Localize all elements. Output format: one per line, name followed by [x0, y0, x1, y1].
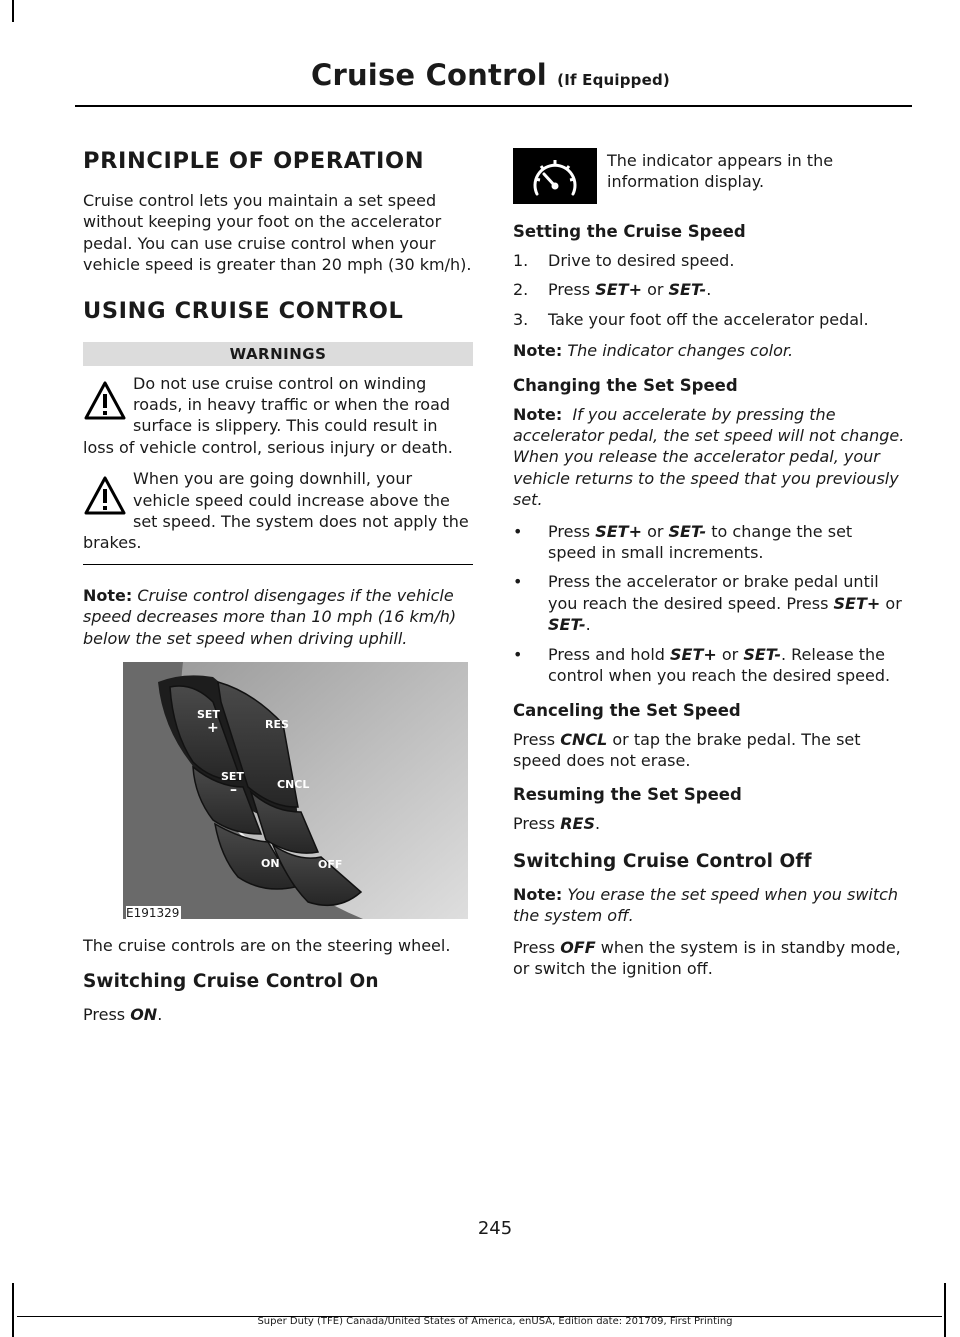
bullet-text: Press	[548, 521, 596, 541]
left-column	[83, 148, 473, 1035]
note-accelerate	[513, 404, 905, 511]
step-text: Take your foot off the accelerator pedal.	[548, 309, 869, 329]
controls-location-text: The cruise controls are on the steering wheel.	[83, 936, 451, 956]
steering-wheel-controls-figure	[123, 662, 468, 919]
step-text: or	[641, 280, 669, 300]
set-plus-key: SET+	[833, 593, 881, 613]
button-cncl-label: CNCL	[277, 778, 310, 792]
bullet-1	[513, 521, 905, 564]
bullet-text: or	[880, 593, 902, 613]
period-text: .	[594, 814, 601, 834]
note-text: If you accelerate by pressing the accelerator pedal, the set speed will not change. When you release the accelerator pedal, your vehicle returns to the speed that you previously set.	[513, 404, 905, 510]
bullet-text: . Release the control when you reach the desired speed.	[548, 644, 891, 686]
button-set-minus-sign: –	[230, 782, 237, 799]
press-text: Press	[513, 729, 561, 749]
bullet-text: Press and hold	[548, 644, 670, 664]
button-set-plus-label: SET	[197, 708, 220, 722]
button-on-label: ON	[261, 857, 280, 871]
bullet-text: .	[585, 615, 591, 635]
press-text: Press	[83, 1004, 131, 1024]
set-plus-key: SET+	[595, 280, 642, 300]
crop-mark-bottom-left	[12, 1283, 14, 1337]
note-uphill	[83, 585, 473, 649]
header-rule	[75, 105, 912, 107]
warnings-end-rule	[83, 564, 473, 565]
cancel-instruction	[513, 729, 905, 772]
off-key: OFF	[560, 937, 596, 957]
step-number: 3.	[513, 309, 529, 329]
header-title-text: Cruise Control	[310, 58, 547, 92]
right-column	[513, 148, 905, 989]
footer-edition-text: Super Duty (TFE) Canada/United States of America, enUSA, Edition date: 201709, First Printing	[257, 1316, 733, 1327]
on-key: ON	[130, 1004, 158, 1024]
crop-mark-bottom-right	[944, 1283, 946, 1337]
crop-mark-top-left	[12, 0, 14, 22]
note-label: Note:	[83, 585, 133, 605]
warning-triangle-icon	[83, 474, 127, 518]
setting-steps-list	[513, 250, 905, 330]
note-text: You erase the set speed when you switch the system off.	[513, 884, 899, 926]
canceling-heading: Canceling the Set Speed	[513, 700, 741, 720]
bullet-text: or	[716, 644, 744, 664]
warning-2-text: When you are going downhill, your vehicle speed could increase above the set speed. The system does not apply the brakes.	[83, 469, 469, 553]
steering-wheel-controls-illustration	[123, 662, 468, 919]
set-plus-key: SET+	[595, 521, 642, 541]
resume-instruction	[513, 813, 905, 834]
warnings-label: WARNINGS	[83, 342, 473, 366]
using-heading: USING CRUISE CONTROL	[83, 297, 404, 324]
switch-on-instruction	[83, 1004, 473, 1025]
off-text: when the system is in standby mode, or switch the ignition off.	[513, 937, 901, 978]
bullet-2	[513, 571, 905, 635]
cncl-key: CNCL	[560, 729, 608, 749]
button-set-minus-label: SET	[221, 770, 244, 784]
step-2	[513, 279, 905, 300]
bullet-3	[513, 644, 905, 687]
set-minus-key: SET-	[548, 615, 586, 635]
cruise-control-indicator-icon	[513, 148, 597, 204]
warning-triangle-icon	[83, 379, 127, 423]
note-indicator-color	[513, 340, 905, 361]
step-3	[513, 309, 905, 330]
changing-bullet-list	[513, 521, 905, 687]
note-label: Note:	[513, 404, 563, 424]
off-instruction	[513, 937, 905, 980]
note-erase	[513, 884, 905, 927]
step-number: 2.	[513, 280, 529, 300]
note-label: Note:	[513, 884, 563, 904]
set-minus-key: SET-	[743, 644, 781, 664]
cancel-text: or tap the brake pedal. The set speed does not erase.	[513, 729, 861, 770]
page-header-title	[311, 58, 670, 92]
press-text: Press	[513, 937, 561, 957]
button-off-label: OFF	[318, 858, 343, 872]
period-text: .	[157, 1004, 163, 1024]
note-text: The indicator changes color.	[567, 341, 794, 361]
setting-heading: Setting the Cruise Speed	[513, 222, 746, 241]
res-key: RES	[560, 814, 595, 834]
set-minus-key: SET-	[668, 521, 707, 541]
indicator-text: The indicator appears in the information display.	[607, 151, 834, 192]
changing-heading: Changing the Set Speed	[513, 375, 738, 395]
button-set-plus-sign: +	[207, 720, 219, 737]
button-res-label: RES	[265, 718, 289, 732]
step-1	[513, 250, 905, 271]
step-text: .	[706, 280, 712, 300]
step-text: Drive to desired speed.	[548, 251, 735, 270]
figure-id: E191329	[126, 906, 180, 921]
resuming-heading: Resuming the Set Speed	[513, 785, 742, 805]
switch-on-heading: Switching Cruise Control On	[83, 970, 379, 992]
step-number: 1.	[513, 251, 529, 270]
principle-heading: PRINCIPLE OF OPERATION	[83, 148, 425, 174]
indicator-block	[513, 148, 905, 204]
set-plus-key: SET+	[670, 644, 717, 664]
principle-text: Cruise control lets you maintain a set speed without keeping your foot on the accelerator pedal. You can use cruise control when your vehicle speed is greater than 20 mph (30 km/h).	[83, 191, 472, 275]
note-uphill-text: Cruise control disengages if the vehicle speed decreases more than 10 mph (16 km/h) below the set speed when driving uphill.	[83, 585, 457, 648]
header-subtitle: (If Equipped)	[557, 71, 670, 89]
set-minus-key: SET-	[668, 280, 707, 300]
bullet-text: or	[641, 521, 669, 541]
page-number: 245	[477, 1218, 513, 1239]
warning-2	[83, 468, 473, 554]
bullet-text: to change the set speed in small increments.	[548, 521, 853, 563]
press-text: Press	[513, 814, 561, 834]
switch-off-heading: Switching Cruise Control Off	[513, 850, 812, 872]
step-text: Press	[548, 280, 596, 300]
bullet-text: Press the accelerator or brake pedal until you reach the desired speed. Press	[548, 572, 879, 613]
warning-1-text: Do not use cruise control on winding roads, in heavy traffic or when the road surface is slippery. This could result in loss of vehicle control, serious injury or death.	[83, 373, 453, 457]
note-label: Note:	[513, 341, 563, 361]
warning-1	[83, 373, 473, 459]
